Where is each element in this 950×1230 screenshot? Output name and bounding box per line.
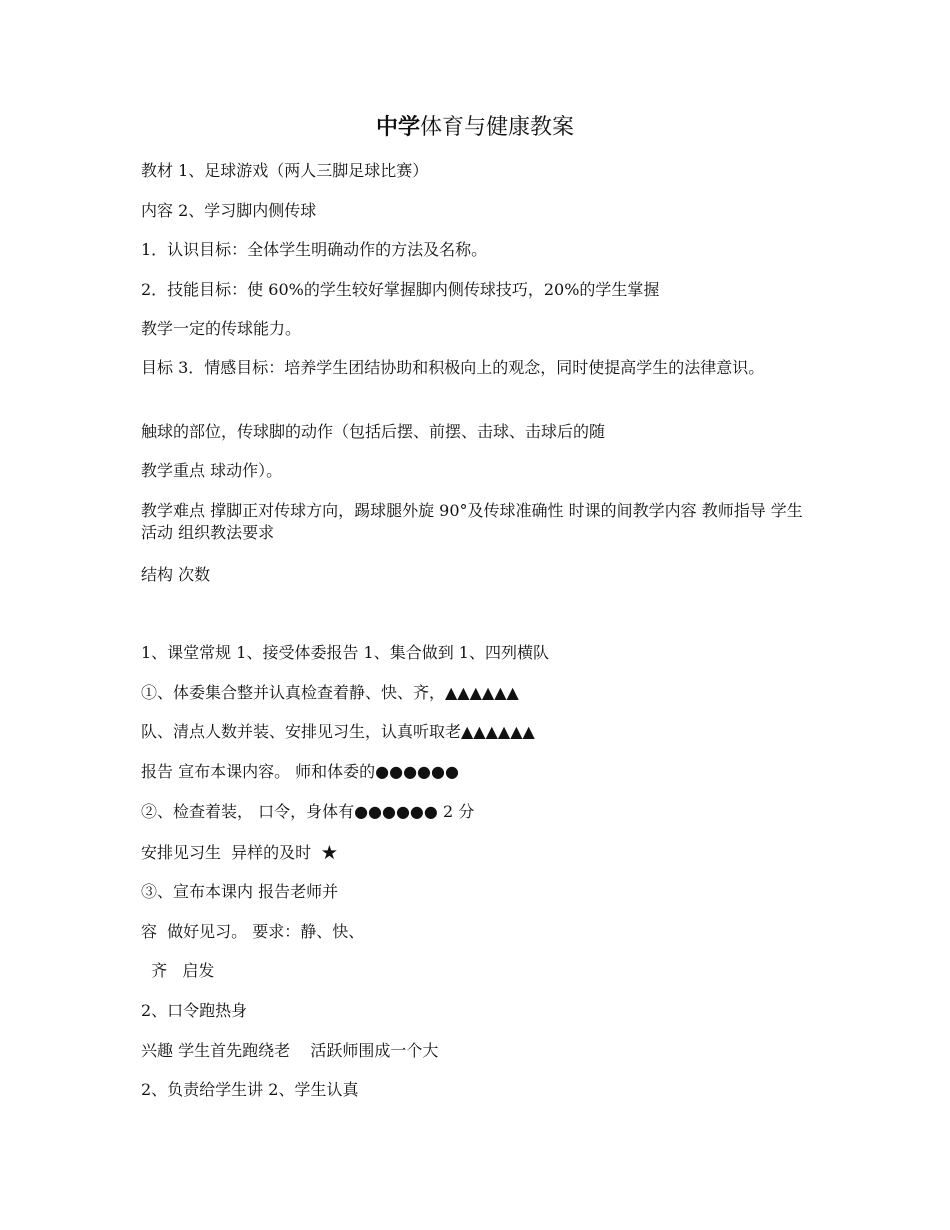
text-line: 教学一定的传球能力。 <box>141 319 302 338</box>
text-line: 2、负责给学生讲 2、学生认真 <box>141 1080 359 1099</box>
text-line: 目标 3．情感目标：培养学生团结协助和积极向上的观念，同时使提高学生的法律意识。 <box>141 358 765 377</box>
text-line: ③、宣布本课内 报告老师并 <box>141 882 339 901</box>
text-line: 容 做好见习。 要求：静、快、 <box>141 922 365 941</box>
text-line: 队、清点人数并装、安排见习生，认真听取老▲▲▲▲▲▲ <box>141 722 535 741</box>
text-line: 教材 1、足球游戏（两人三脚足球比赛） <box>141 161 429 180</box>
text-line: 1、课堂常规 1、接受体委报告 1、集合做到 1、四列横队 <box>141 643 549 662</box>
text-line: 教学重点 球动作）。 <box>141 461 283 480</box>
text-line: 2．技能目标：使 60%的学生较好掌握脚内侧传球技巧，20%的学生掌握 <box>141 280 660 299</box>
text-line: 兴趣 学生首先跑绕老 活跃师围成一个大 <box>141 1041 439 1060</box>
text-line: 1．认识目标：全体学生明确动作的方法及名称。 <box>141 240 488 259</box>
text-line: 触球的部位，传球脚的动作（包括后摆、前摆、击球、击球后的随 <box>141 422 606 441</box>
text-line: ①、体委集合整并认真检查着静、快、齐，▲▲▲▲▲▲ <box>141 683 519 702</box>
title-rest: 体育与健康教案 <box>420 115 575 140</box>
text-line: 内容 2、学习脚内侧传球 <box>141 201 317 220</box>
page-title <box>0 112 950 143</box>
text-line: 报告 宣布本课内容。 师和体委的●●●●●● <box>141 762 459 781</box>
text-line: 教学难点 撑脚正对传球方向，踢球腿外旋 90°及传球准确性 时课的间教学内容 教师指导 学生活动 组织教法要求 <box>141 501 803 542</box>
text-line: 结构 次数 <box>141 565 211 584</box>
title-bold: 中学 <box>375 114 420 140</box>
text-line: 2、口令跑热身 <box>141 1001 248 1020</box>
text-line: 安排见习生 异样的及时 ★ <box>141 843 338 862</box>
text-line: ②、检查着装， 口令，身体有●●●●●● 2 分 <box>141 802 475 821</box>
text-line: 齐 启发 <box>141 961 215 980</box>
